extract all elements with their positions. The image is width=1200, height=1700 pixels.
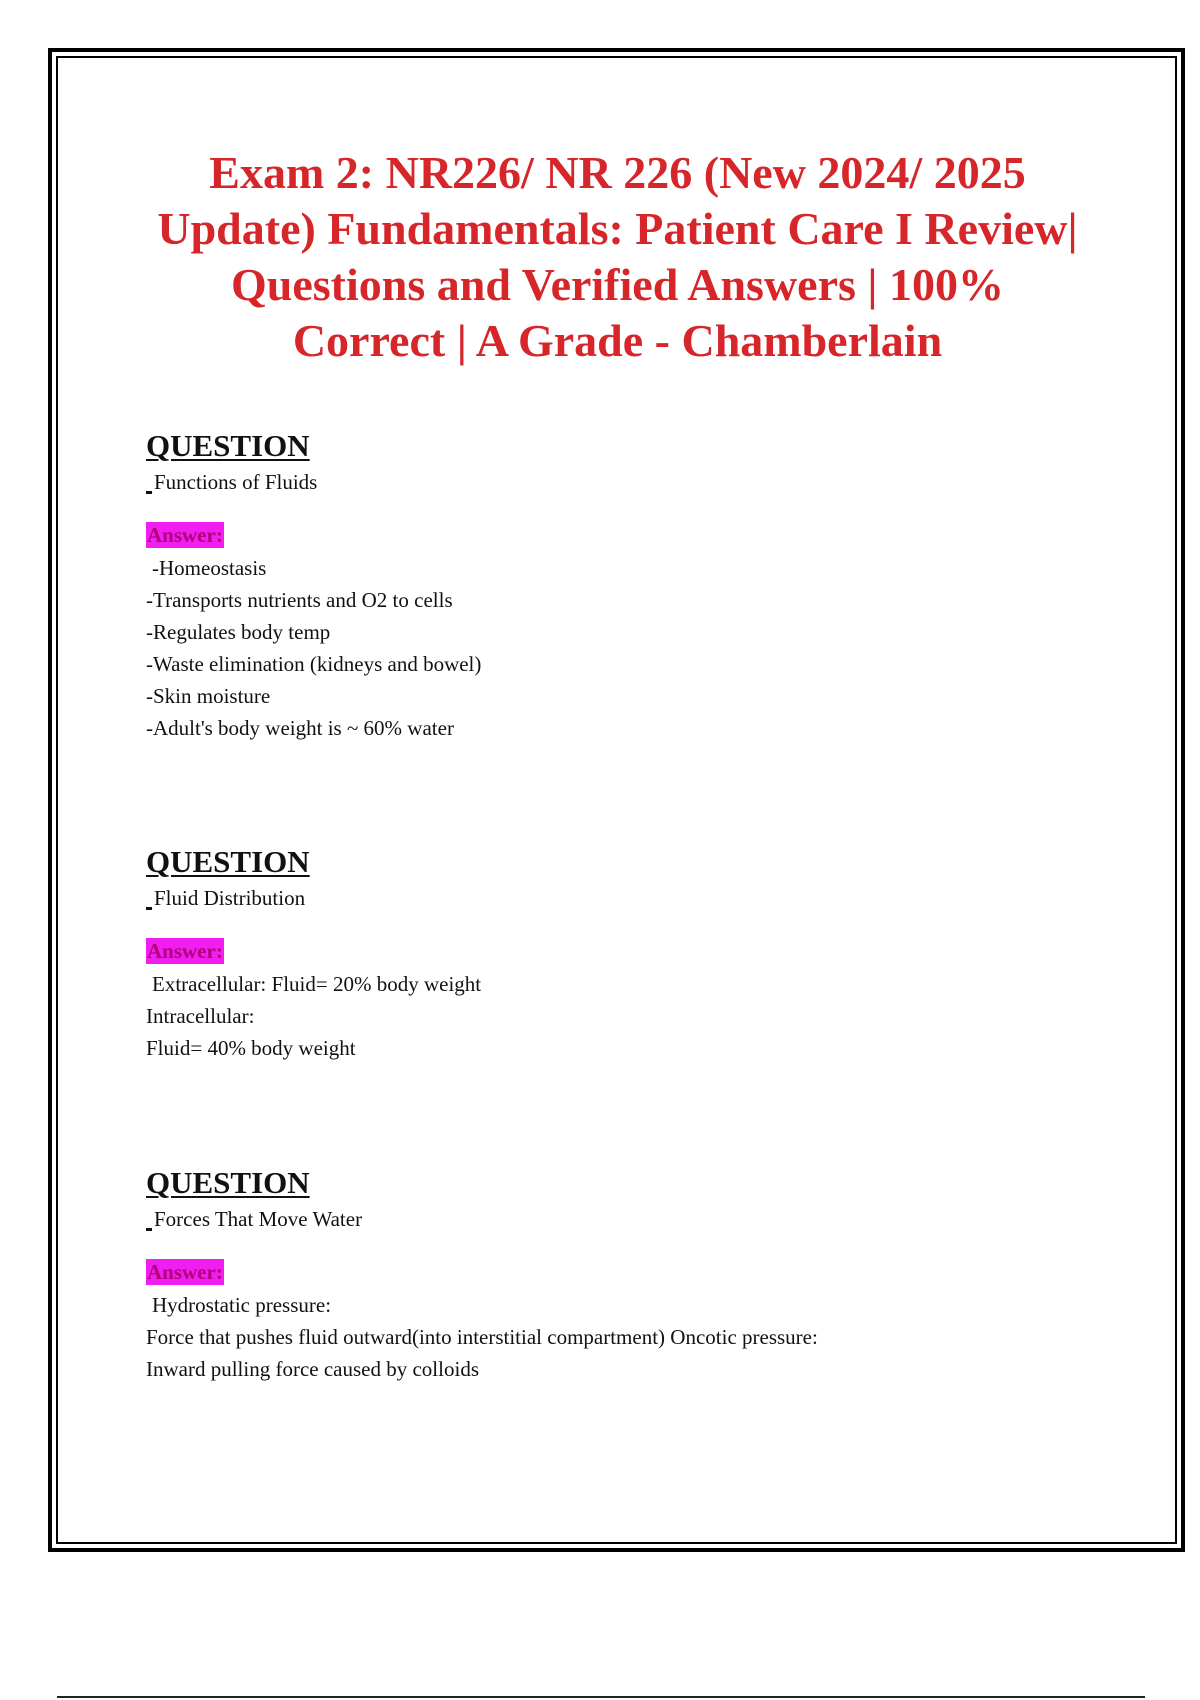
answer-line: Inward pulling force caused by colloids bbox=[146, 1357, 479, 1381]
answer-line: -Skin moisture bbox=[146, 684, 271, 708]
qa-block-2 bbox=[146, 844, 1046, 1064]
answer-lines bbox=[146, 1289, 1046, 1385]
footer-rule bbox=[57, 1696, 1145, 1698]
answer-lines bbox=[146, 552, 1046, 744]
answer-line: -Regulates body temp bbox=[146, 620, 331, 644]
question-text-value: Fluid Distribution bbox=[154, 886, 306, 910]
answer-line: -Transports nutrients and O2 to cells bbox=[146, 588, 453, 612]
qa-block-1 bbox=[146, 428, 1046, 744]
question-heading: QUESTION bbox=[146, 428, 310, 463]
cursor-mark bbox=[146, 491, 152, 494]
question-text bbox=[146, 468, 1046, 496]
qa-block-3 bbox=[146, 1165, 1046, 1385]
answer-label: Answer: bbox=[147, 1260, 223, 1284]
question-text-value: Functions of Fluids bbox=[154, 470, 318, 494]
cursor-mark bbox=[146, 1228, 152, 1231]
answer-label: Answer: bbox=[147, 939, 223, 963]
document-title: Exam 2: NR226/ NR 226 (New 2024/ 2025 Update) Fundamentals: Patient Care I Review| Questions and Verified Answers | 100% Correct | A Grade - Chamberlain bbox=[157, 147, 1078, 366]
question-text-value: Forces That Move Water bbox=[154, 1207, 363, 1231]
answer-line: Intracellular: bbox=[146, 1004, 255, 1028]
question-heading: QUESTION bbox=[146, 1165, 310, 1200]
cursor-mark bbox=[146, 907, 152, 910]
question-text bbox=[146, 1205, 1046, 1233]
answer-line: Force that pushes fluid outward(into interstitial compartment) Oncotic pressure: bbox=[146, 1325, 818, 1349]
answer-label: Answer: bbox=[147, 523, 223, 547]
answer-line: -Homeostasis bbox=[152, 556, 267, 580]
answer-lines bbox=[146, 968, 1046, 1064]
answer-line: Extracellular: Fluid= 20% body weight bbox=[152, 972, 482, 996]
question-heading: QUESTION bbox=[146, 844, 310, 879]
answer-line: Fluid= 40% body weight bbox=[146, 1036, 356, 1060]
answer-line: -Waste elimination (kidneys and bowel) bbox=[146, 652, 482, 676]
answer-line: Hydrostatic pressure: bbox=[152, 1293, 332, 1317]
question-text bbox=[146, 884, 1046, 912]
answer-line: -Adult's body weight is ~ 60% water bbox=[146, 716, 454, 740]
